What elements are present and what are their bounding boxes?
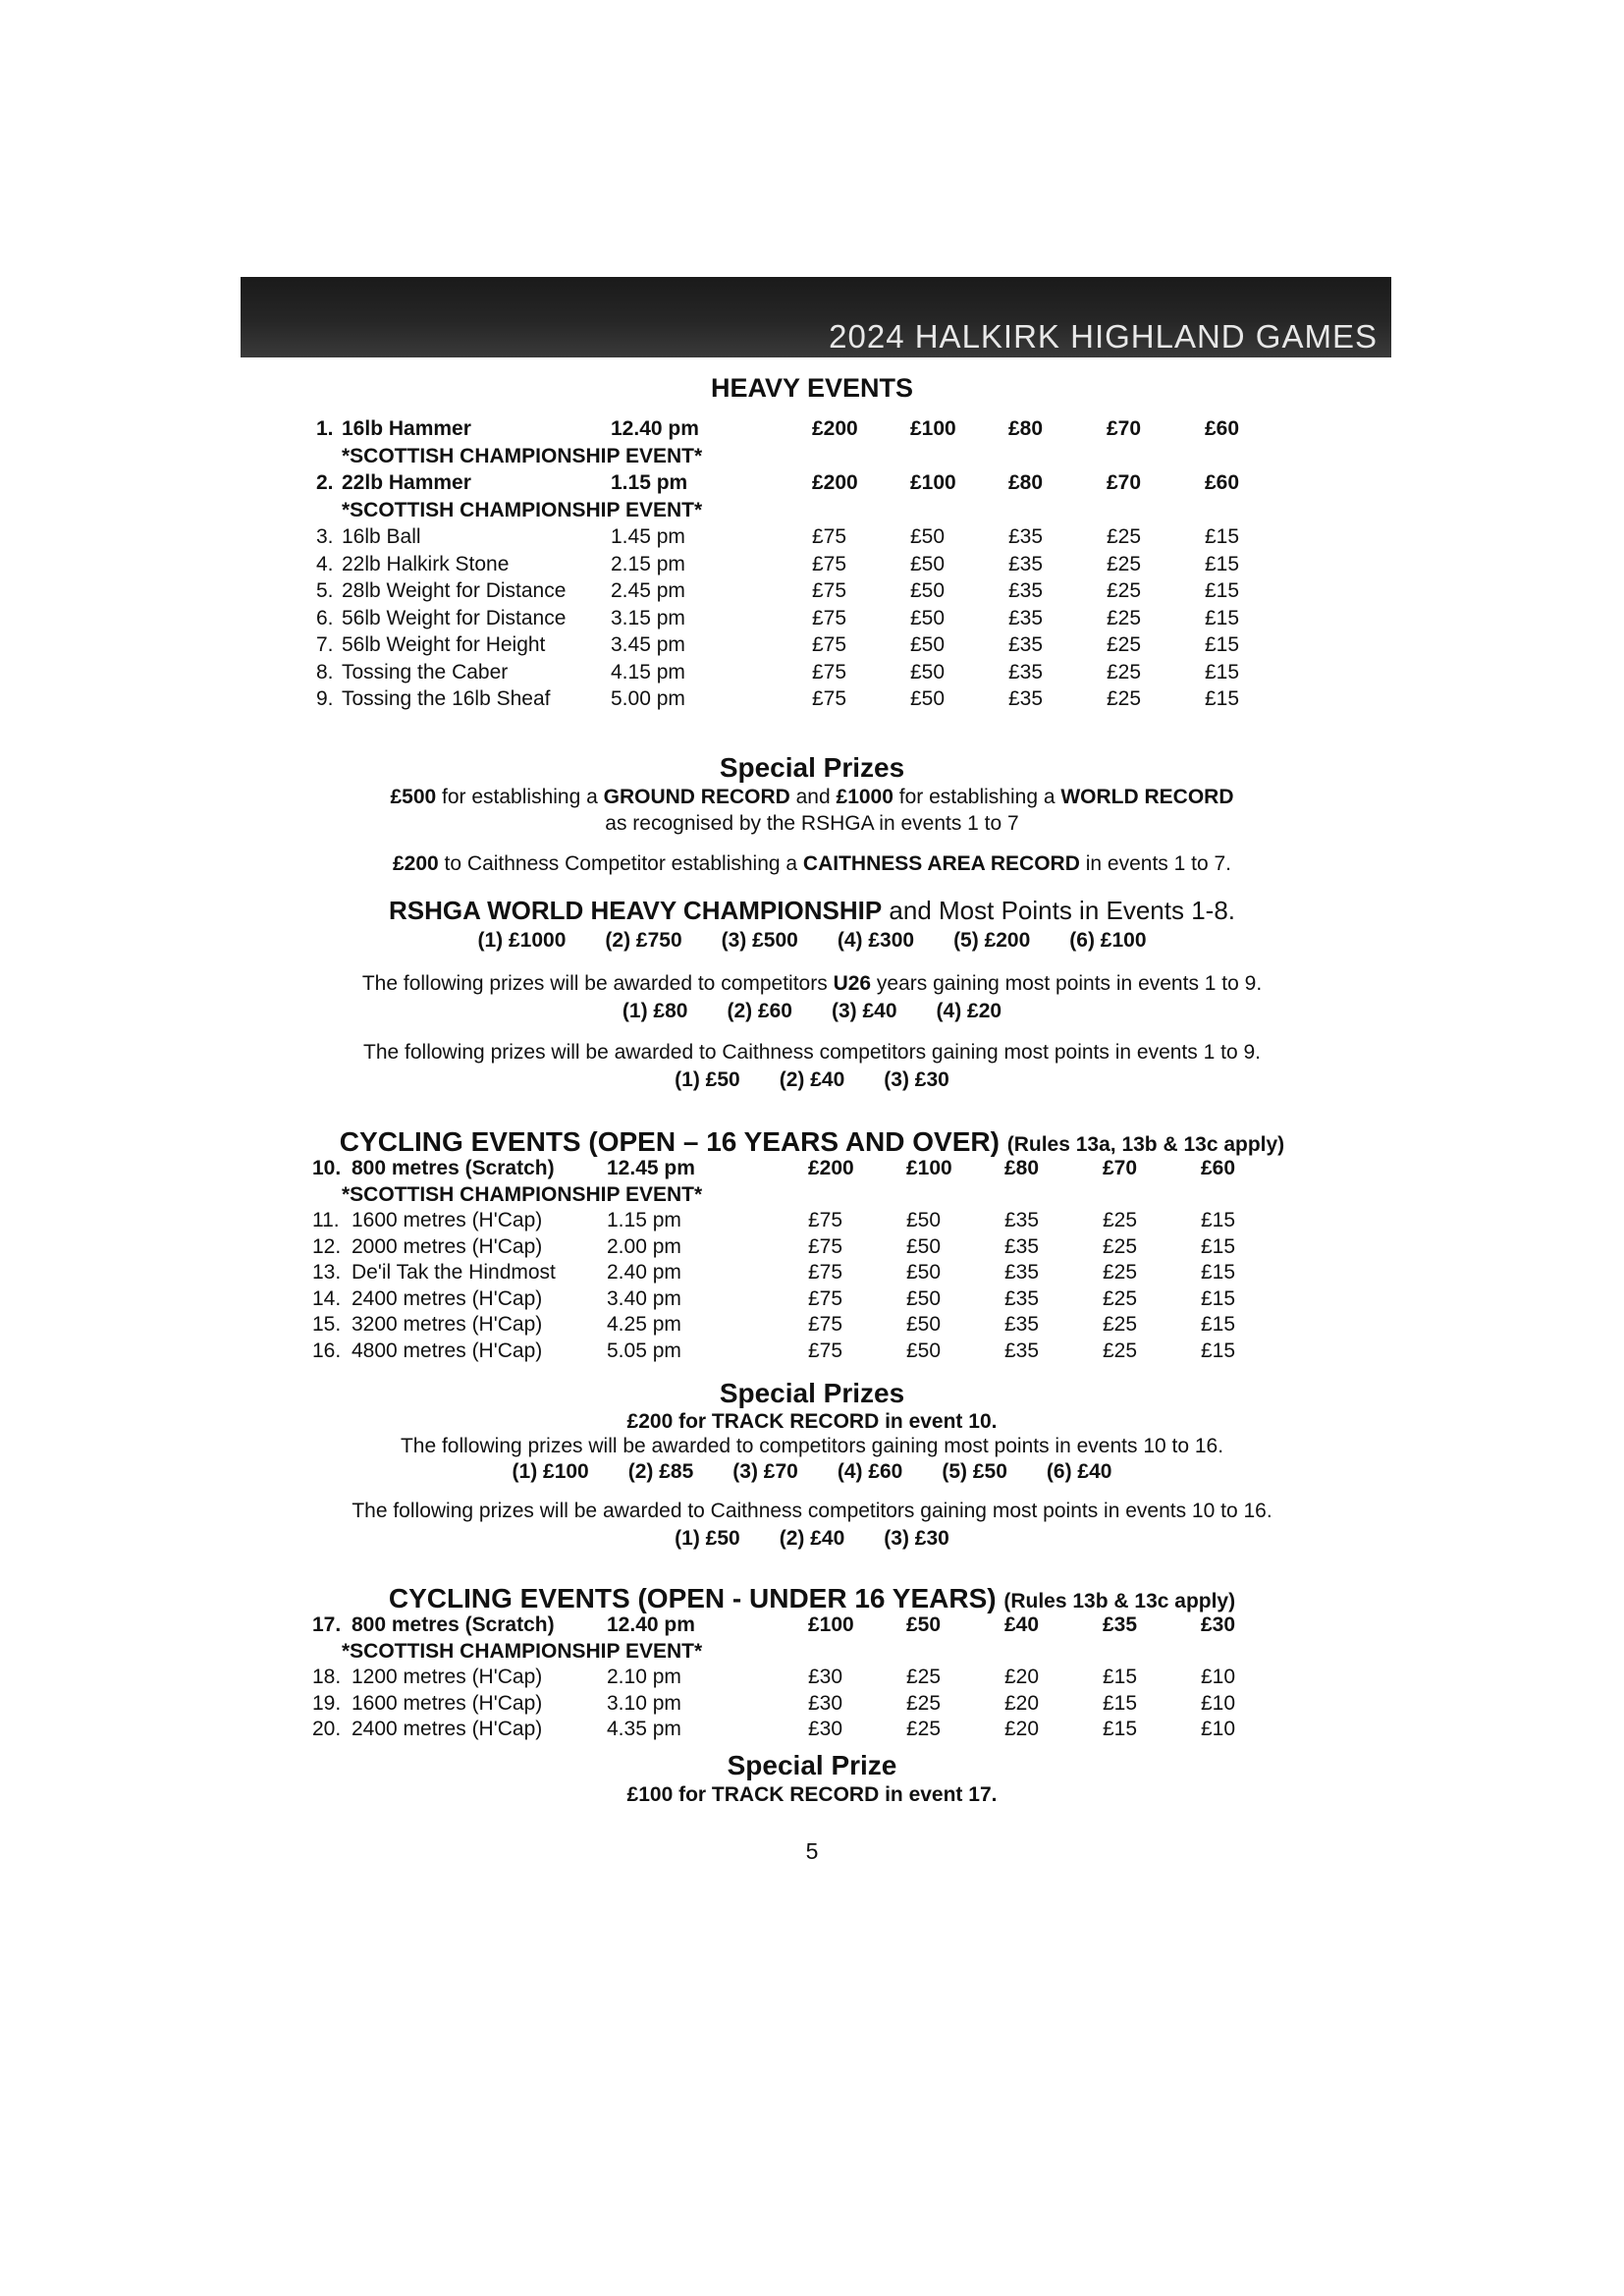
prize-4: £15 [1103, 1666, 1138, 1688]
prize-item: (1) £100 [512, 1460, 589, 1483]
table-row [316, 661, 1308, 687]
u26-prizes [0, 1000, 1624, 1023]
prize-item: (2) £40 [779, 1527, 845, 1550]
prize-item: (5) £50 [942, 1460, 1007, 1483]
event-number: 16. [312, 1339, 342, 1362]
prize-item: (3) £500 [721, 929, 798, 952]
prize-1: £75 [812, 633, 847, 656]
prize-1: £75 [812, 687, 847, 710]
table-row [316, 607, 1308, 633]
prize-item: (3) £30 [884, 1527, 949, 1550]
heavy-special-title: Special Prizes [719, 752, 905, 783]
prize-3: £20 [1004, 1666, 1040, 1688]
event-time: 5.00 pm [611, 687, 685, 710]
cycling-open-track-record: £200 for TRACK RECORD in event 10. [626, 1410, 998, 1433]
prize-5: £15 [1201, 1286, 1236, 1310]
prize-3: £35 [1004, 1313, 1040, 1336]
event-number: 7. [316, 633, 334, 656]
event-name: 800 metres (Scratch) [352, 1157, 555, 1179]
table-row [316, 525, 1308, 552]
prize-4: £25 [1103, 1261, 1138, 1284]
event-number: 14. [312, 1286, 342, 1310]
prize-1: £75 [812, 525, 847, 548]
prize-2: £50 [910, 579, 946, 602]
prize-item: (1) £50 [675, 1527, 740, 1550]
prize-item: (3) £30 [884, 1068, 949, 1091]
event-time: 3.45 pm [611, 633, 685, 656]
event-number: 9. [316, 687, 334, 710]
prize-2: £25 [906, 1718, 942, 1740]
prize-2: £50 [906, 1209, 942, 1231]
header-banner [241, 277, 1391, 357]
prize-5: £15 [1205, 552, 1240, 575]
event-name: 2400 metres (H'Cap) [352, 1286, 543, 1310]
prize-2: £100 [906, 1157, 952, 1179]
prize-1: £75 [812, 660, 847, 683]
event-number: 17. [312, 1613, 342, 1636]
event-time: 12.40 pm [607, 1613, 695, 1636]
event-time: 3.10 pm [607, 1691, 681, 1715]
prize-item: (3) £70 [732, 1460, 798, 1483]
cycling-open-special-title: Special Prizes [719, 1378, 905, 1408]
table-row [316, 633, 1308, 660]
cycling-u16-special-title: Special Prize [727, 1750, 897, 1780]
prize-5: £60 [1205, 471, 1240, 494]
prize-5: £15 [1205, 633, 1240, 656]
caithness-heavy-line: The following prizes will be awarded to Caithness competitors gaining most points in events 1 to 9. [363, 1041, 1261, 1064]
event-name: 56lb Weight for Height [342, 633, 546, 656]
prize-1: £30 [808, 1718, 843, 1740]
championship-note: *SCOTTISH CHAMPIONSHIP EVENT* [342, 498, 703, 521]
event-number: 4. [316, 552, 334, 575]
cycling-open-points-prizes [0, 1460, 1624, 1484]
cycling-open-caithness-prizes [0, 1527, 1624, 1551]
event-number: 13. [312, 1261, 342, 1284]
prize-5: £15 [1201, 1313, 1236, 1336]
table-row [312, 1666, 1304, 1692]
prize-2: £25 [906, 1691, 942, 1715]
caithness-heavy-prizes [0, 1068, 1624, 1092]
prize-2: £25 [906, 1666, 942, 1688]
cycling-u16-heading: CYCLING EVENTS (OPEN - UNDER 16 YEARS) (Rules 13b & 13c apply) [388, 1583, 1236, 1613]
prize-3: £35 [1008, 525, 1044, 548]
prize-4: £25 [1107, 525, 1142, 548]
event-name: 22lb Hammer [342, 471, 471, 494]
heavy-special-line3: £200 to Caithness Competitor establishing a CAITHNESS AREA RECORD in events 1 to 7. [393, 852, 1231, 875]
prize-3: £80 [1008, 417, 1044, 440]
prize-1: £75 [812, 606, 847, 629]
prize-3: £35 [1004, 1286, 1040, 1310]
prize-5: £15 [1201, 1261, 1236, 1284]
event-number: 1. [316, 417, 334, 440]
event-time: 2.15 pm [611, 552, 685, 575]
prize-4: £25 [1107, 687, 1142, 710]
championship-prizes [0, 929, 1624, 953]
prize-2: £50 [906, 1234, 942, 1258]
prize-3: £35 [1008, 687, 1044, 710]
prize-5: £15 [1205, 579, 1240, 602]
cycling-open-caithness-line: The following prizes will be awarded to Caithness competitors gaining most points in events 10 to 16. [352, 1500, 1272, 1522]
heavy-special-line2: as recognised by the RSHGA in events 1 to 7 [605, 812, 1019, 835]
prize-item: (6) £100 [1069, 929, 1147, 952]
championship-note: *SCOTTISH CHAMPIONSHIP EVENT* [342, 1182, 703, 1206]
event-name: 2000 metres (H'Cap) [352, 1234, 543, 1258]
prize-1: £75 [808, 1286, 843, 1310]
prize-5: £60 [1201, 1157, 1236, 1179]
event-time: 1.15 pm [607, 1209, 681, 1231]
event-number: 5. [316, 579, 334, 602]
prize-3: £35 [1004, 1261, 1040, 1284]
prize-3: £20 [1004, 1718, 1040, 1740]
event-time: 5.05 pm [607, 1339, 681, 1362]
event-time: 4.15 pm [611, 660, 685, 683]
prize-2: £100 [910, 417, 956, 440]
prize-5: £15 [1201, 1339, 1236, 1362]
event-time: 3.15 pm [611, 606, 685, 629]
event-name: De'il Tak the Hindmost [352, 1261, 556, 1284]
prize-item: (6) £40 [1046, 1460, 1112, 1483]
table-row [312, 1287, 1304, 1314]
prize-2: £50 [910, 633, 946, 656]
prize-3: £20 [1004, 1691, 1040, 1715]
table-row [312, 1718, 1304, 1744]
prize-1: £200 [812, 471, 858, 494]
event-number: 12. [312, 1234, 342, 1258]
prize-4: £70 [1103, 1157, 1138, 1179]
event-time: 2.45 pm [611, 579, 685, 602]
event-time: 1.15 pm [611, 471, 688, 494]
event-time: 12.40 pm [611, 417, 699, 440]
event-name: 1600 metres (H'Cap) [352, 1209, 543, 1231]
prize-1: £75 [808, 1209, 843, 1231]
prize-4: £25 [1103, 1313, 1138, 1336]
prize-4: £25 [1107, 552, 1142, 575]
page-number: 5 [805, 1838, 819, 1864]
prize-1: £200 [812, 417, 858, 440]
prize-1: £75 [808, 1339, 843, 1362]
table-row [316, 579, 1308, 606]
prize-3: £40 [1004, 1613, 1040, 1636]
prize-5: £15 [1201, 1234, 1236, 1258]
prize-3: £35 [1004, 1339, 1040, 1362]
event-name: Tossing the 16lb Sheaf [342, 687, 551, 710]
prize-2: £50 [910, 525, 946, 548]
championship-note: *SCOTTISH CHAMPIONSHIP EVENT* [342, 1639, 703, 1663]
prize-5: £60 [1205, 417, 1240, 440]
prize-1: £75 [812, 552, 847, 575]
event-number: 19. [312, 1691, 342, 1715]
event-name: 3200 metres (H'Cap) [352, 1313, 543, 1336]
event-number: 15. [312, 1313, 342, 1336]
prize-3: £35 [1004, 1209, 1040, 1231]
prize-2: £50 [906, 1339, 942, 1362]
prize-2: £50 [906, 1286, 942, 1310]
event-time: 12.45 pm [607, 1157, 695, 1179]
event-name: 1200 metres (H'Cap) [352, 1666, 543, 1688]
table-row [316, 471, 1308, 498]
prize-4: £25 [1107, 633, 1142, 656]
prize-1: £30 [808, 1666, 843, 1688]
table-row [316, 687, 1308, 714]
event-number: 2. [316, 471, 334, 494]
event-time: 4.25 pm [607, 1313, 681, 1336]
table-row [312, 1339, 1304, 1366]
championship-heading: RSHGA WORLD HEAVY CHAMPIONSHIP and Most Points in Events 1-8. [388, 896, 1236, 925]
prize-item: (1) £1000 [477, 929, 567, 952]
prize-3: £35 [1008, 660, 1044, 683]
prize-2: £50 [906, 1313, 942, 1336]
championship-note: *SCOTTISH CHAMPIONSHIP EVENT* [342, 444, 703, 467]
prize-5: £15 [1205, 687, 1240, 710]
prize-3: £35 [1004, 1234, 1040, 1258]
prize-3: £80 [1004, 1157, 1040, 1179]
prize-item: (5) £200 [953, 929, 1031, 952]
event-time: 2.10 pm [607, 1666, 681, 1688]
event-name: 16lb Ball [342, 525, 421, 548]
prize-4: £70 [1107, 417, 1142, 440]
table-row [312, 1692, 1304, 1719]
prize-1: £30 [808, 1691, 843, 1715]
prize-item: (4) £60 [837, 1460, 903, 1483]
cycling-open-points-line: The following prizes will be awarded to competitors gaining most points in events 10 to 16. [400, 1435, 1224, 1457]
prize-4: £35 [1103, 1613, 1138, 1636]
table-row [312, 1235, 1304, 1262]
event-time: 2.00 pm [607, 1234, 681, 1258]
event-number: 8. [316, 660, 334, 683]
event-number: 10. [312, 1157, 342, 1179]
event-name: 28lb Weight for Distance [342, 579, 567, 602]
prize-4: £25 [1103, 1286, 1138, 1310]
prize-item: (3) £40 [832, 1000, 897, 1022]
event-name: 2400 metres (H'Cap) [352, 1718, 543, 1740]
prize-item: (2) £60 [727, 1000, 792, 1022]
prize-item: (2) £750 [605, 929, 682, 952]
prize-1: £75 [808, 1234, 843, 1258]
event-name: Tossing the Caber [342, 660, 509, 683]
heavy-special-line1: £500 for establishing a GROUND RECORD and £1000 for establishing a WORLD RECORD [390, 786, 1234, 808]
prize-3: £35 [1008, 606, 1044, 629]
event-name: 16lb Hammer [342, 417, 471, 440]
event-name: 56lb Weight for Distance [342, 606, 567, 629]
prize-item: (2) £85 [627, 1460, 694, 1483]
prize-5: £10 [1201, 1666, 1236, 1688]
table-row [312, 1613, 1304, 1640]
prize-5: £10 [1201, 1718, 1236, 1740]
prize-5: £15 [1201, 1209, 1236, 1231]
prize-1: £75 [808, 1261, 843, 1284]
banner-title: 2024 HALKIRK HIGHLAND GAMES [829, 318, 1378, 355]
prize-2: £50 [910, 606, 946, 629]
table-row [312, 1261, 1304, 1287]
table-row [316, 417, 1308, 444]
prize-2: £100 [910, 471, 956, 494]
prize-3: £35 [1008, 633, 1044, 656]
prize-4: £25 [1103, 1339, 1138, 1362]
prize-1: £75 [812, 579, 847, 602]
event-number: 6. [316, 606, 334, 629]
prize-5: £15 [1205, 606, 1240, 629]
prize-2: £50 [910, 660, 946, 683]
prize-4: £25 [1107, 660, 1142, 683]
prize-2: £50 [906, 1613, 942, 1636]
prize-item: (4) £20 [936, 1000, 1002, 1022]
prize-item: (1) £80 [622, 1000, 688, 1022]
prize-4: £15 [1103, 1718, 1138, 1740]
prize-3: £35 [1008, 579, 1044, 602]
prize-4: £70 [1107, 471, 1142, 494]
table-row [312, 1209, 1304, 1235]
prize-4: £25 [1107, 579, 1142, 602]
event-name: 800 metres (Scratch) [352, 1613, 555, 1636]
event-time: 1.45 pm [611, 525, 685, 548]
event-name: 1600 metres (H'Cap) [352, 1691, 543, 1715]
prize-1: £100 [808, 1613, 854, 1636]
prize-2: £50 [906, 1261, 942, 1284]
prize-5: £10 [1201, 1691, 1236, 1715]
event-number: 11. [312, 1209, 340, 1231]
prize-5: £15 [1205, 660, 1240, 683]
prize-4: £15 [1103, 1691, 1138, 1715]
cycling-open-heading: CYCLING EVENTS (OPEN – 16 YEARS AND OVER) (Rules 13a, 13b & 13c apply) [339, 1126, 1285, 1157]
prize-4: £25 [1103, 1209, 1138, 1231]
prize-2: £50 [910, 552, 946, 575]
cycling-u16-track-record: £100 for TRACK RECORD in event 17. [626, 1783, 998, 1806]
event-time: 2.40 pm [607, 1261, 681, 1284]
prize-1: £75 [808, 1313, 843, 1336]
prize-4: £25 [1103, 1234, 1138, 1258]
u26-line: The following prizes will be awarded to competitors U26 years gaining most points in events 1 to 9. [361, 972, 1263, 995]
prize-1: £200 [808, 1157, 854, 1179]
event-name: 4800 metres (H'Cap) [352, 1339, 543, 1362]
event-number: 20. [312, 1718, 342, 1740]
prize-item: (4) £300 [837, 929, 915, 952]
table-row [316, 553, 1308, 579]
prize-item: (1) £50 [675, 1068, 740, 1091]
event-number: 18. [312, 1666, 342, 1688]
prize-item: (2) £40 [779, 1068, 845, 1091]
prize-5: £30 [1201, 1613, 1236, 1636]
heavy-events-heading: HEAVY EVENTS [710, 373, 914, 403]
table-row [312, 1157, 1304, 1183]
prize-4: £25 [1107, 606, 1142, 629]
prize-3: £80 [1008, 471, 1044, 494]
event-time: 3.40 pm [607, 1286, 681, 1310]
event-time: 4.35 pm [607, 1718, 681, 1740]
prize-3: £35 [1008, 552, 1044, 575]
event-number: 3. [316, 525, 334, 548]
table-row [312, 1313, 1304, 1339]
event-name: 22lb Halkirk Stone [342, 552, 510, 575]
prize-5: £15 [1205, 525, 1240, 548]
prize-2: £50 [910, 687, 946, 710]
